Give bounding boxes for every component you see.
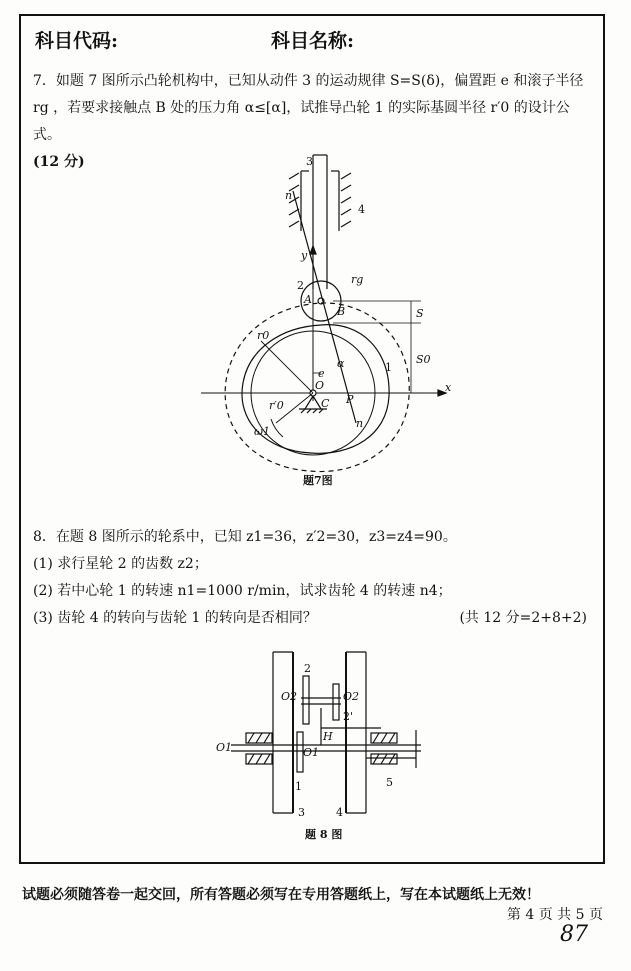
fig8-label-O1-center: O1: [303, 746, 320, 759]
fig8-label-O2-left: O2: [281, 690, 298, 703]
fig7-label-P: P: [346, 393, 354, 406]
fig7-label-B: B: [337, 305, 346, 318]
fig7-label-4: 4: [358, 203, 365, 216]
fig7-label-alpha: α: [337, 357, 345, 370]
q8-score: (共 12 分=2+8+2): [459, 610, 587, 626]
fig8-label-O2-right: O2: [343, 690, 360, 703]
figure-8-caption: 题 8 图: [305, 828, 343, 841]
fig7-label-3: 3: [306, 155, 313, 168]
q7-line-1: 7．如题 7 图所示凸轮机构中，已知从动件 3 的运动规律 S=S(δ)，偏置距 e 和滚子半径: [33, 73, 584, 89]
fig8-label-2-prime: 2': [343, 710, 354, 723]
fig7-label-r0-prime: r′0: [269, 399, 284, 412]
figure-7-caption: 题7图: [303, 474, 333, 487]
q8-item-3: [33, 605, 593, 632]
subject-name-label: 科目名称:: [271, 30, 355, 52]
fig7-label-y: y: [301, 249, 308, 262]
footer-notice: 试题必须随答卷一起交回，所有答题必须写在专用答题纸上，写在本试题纸上无效！: [22, 887, 540, 903]
fig7-label-e: e: [318, 367, 325, 380]
fig7-label-omega1: ω1: [254, 425, 270, 438]
fig8-label-5: 5: [386, 776, 393, 789]
handwritten-number: 87: [560, 922, 588, 947]
fig7-label-n-top: n: [285, 189, 293, 202]
fig8-label-H: H: [323, 730, 333, 743]
fig8-label-O1-left: O1: [216, 741, 233, 754]
fig7-label-O: O: [315, 379, 325, 392]
fig7-label-x: x: [445, 381, 452, 394]
fig8-label-1: 1: [295, 780, 302, 793]
fig8-label-4: 4: [336, 806, 343, 819]
q8-item-2: (2) 若中心轮 1 的转速 n1=1000 r/min，试求齿轮 4 的转速 n4；: [33, 583, 452, 599]
subject-code-label: 科目代码:: [35, 30, 119, 52]
figure-8-gear-train: [21, 648, 607, 838]
page-number: 第 4 页 共 5 页: [506, 907, 603, 923]
q7-score: (12 分): [33, 154, 85, 170]
fig7-label-rg: rg: [351, 273, 364, 286]
fig7-label-1: 1: [385, 361, 392, 374]
q8-intro: 8．在题 8 图所示的轮系中，已知 z1=36，z′2=30，z3=z4=90。: [33, 529, 457, 545]
fig7-label-A: A: [304, 293, 312, 306]
question-8: [33, 524, 593, 632]
q8-item-3-text: (3) 齿轮 4 的转向与齿轮 1 的转向是否相同？: [33, 610, 317, 626]
fig7-label-2: 2: [297, 279, 304, 292]
figure-7-cam-mechanism: [21, 151, 607, 511]
fig7-label-n-bottom: n: [356, 417, 364, 430]
fig7-label-C: C: [321, 397, 330, 410]
fig7-label-r0: r0: [257, 329, 270, 342]
exam-page-frame: [19, 14, 605, 864]
fig8-label-2: 2: [304, 662, 311, 675]
q8-item-1: (1) 求行星轮 2 的齿数 z2；: [33, 556, 208, 572]
q7-line-2: rg ，若要求接触点 B 处的压力角 α≤[α]，试推导凸轮 1 的实际基圆半径 r′0 的设计公式。: [33, 100, 570, 143]
fig7-label-S: S: [416, 307, 424, 320]
fig8-label-3: 3: [298, 806, 305, 819]
fig7-label-S0: S0: [416, 353, 431, 366]
